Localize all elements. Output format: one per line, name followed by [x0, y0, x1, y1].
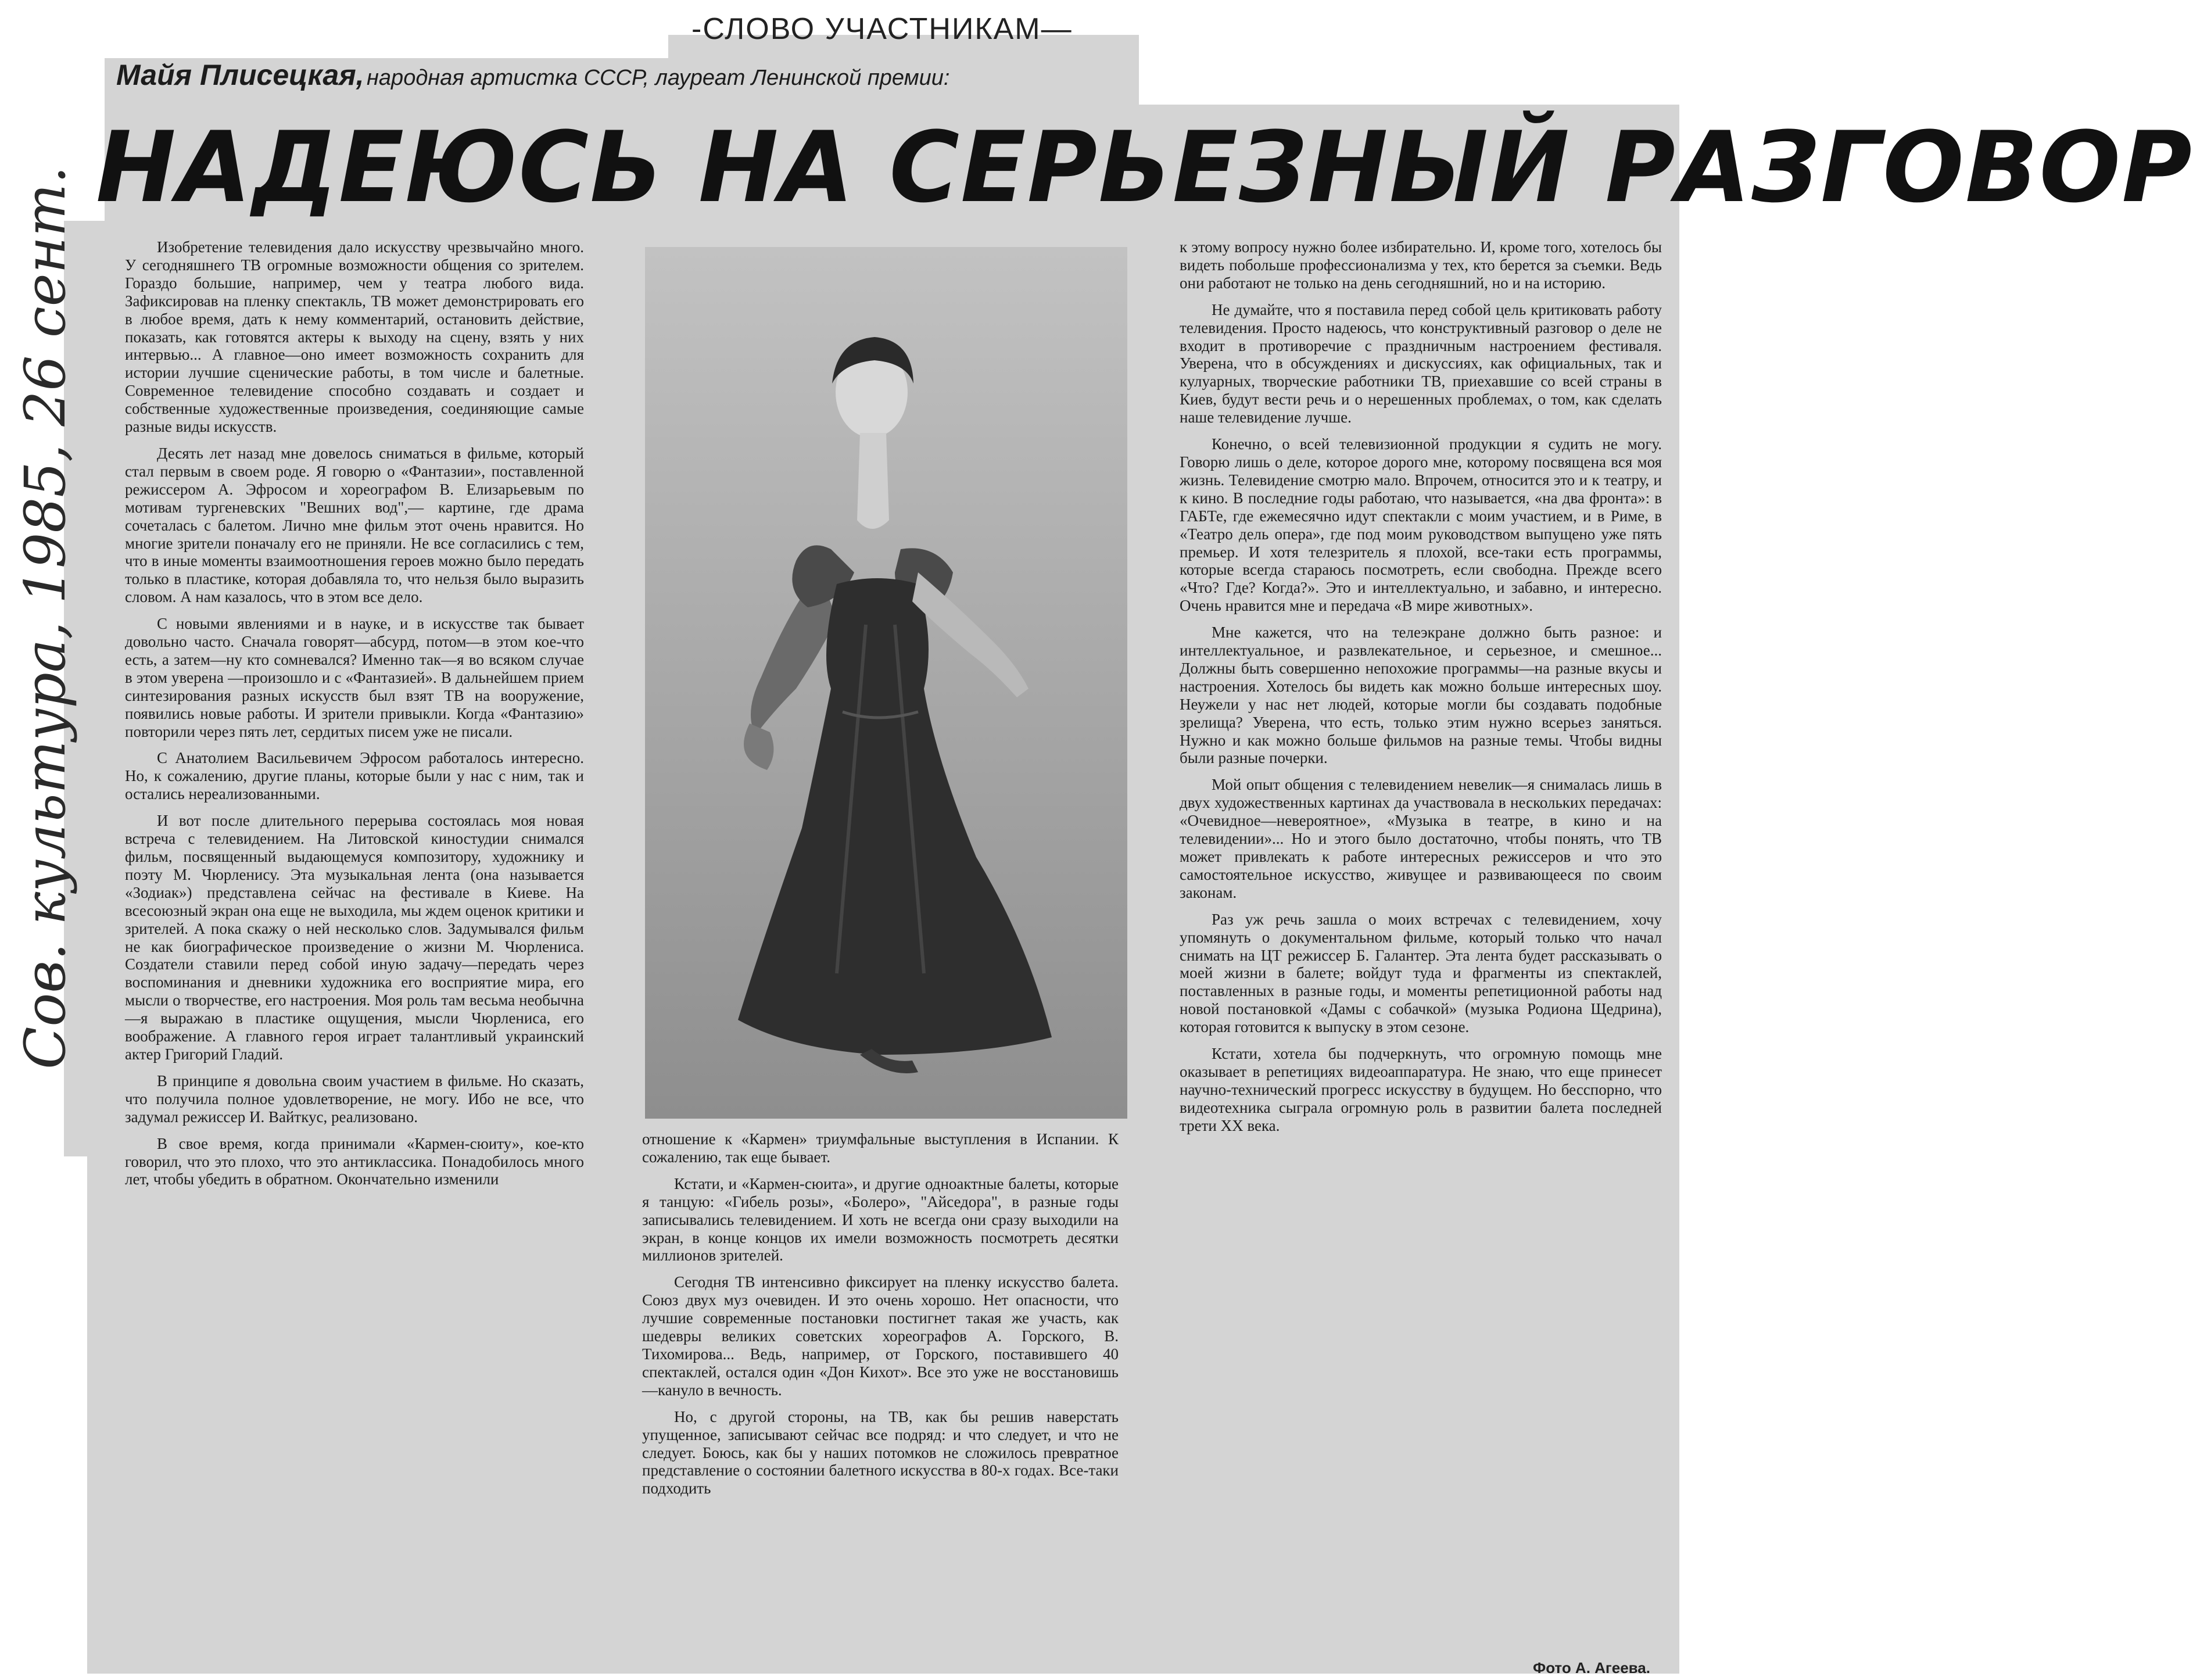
- author-title: народная артистка СССР, лауреат Ленинской премии:: [367, 66, 950, 90]
- paragraph: Не думайте, что я поставила перед собой цель критиковать работу телевидения. Просто надеюсь, что конструктивный разговор о деле не входит в противоречие с праздничным настроением фестиваля. Уверена, что в обсуждениях и дискуссиях, как официальных, так и кулуарных, творческие работники ТВ, приехавшие со всей страны в Киев, будут вести речь и о нерешенных проблемах, о том, как сделать наше телевидение лучше.: [1180, 300, 1662, 427]
- paragraph: Мой опыт общения с телевидением невелик—я снималась лишь в двух художественных картинах да участвовала в нескольких передачах: «Очевидное—невероятное», «Музыка в театре, в кино и на телевидении»... Но и этого было достаточно, чтобы понять, что ТВ может привлекать к работе интересных режиссеров и что это самостоятельное искусство, живущее и развивающееся по своим законам.: [1180, 776, 1662, 901]
- paragraph: Сегодня ТВ интенсивно фиксирует на пленку искусство балета. Союз двух муз очевиден. И это очень хорошо. Нет опасности, что лучшие современные постановки постигнет такая же участь, как шедевры великих советских хореографов А. Горского, В. Тихомирова... Ведь, например, от Горского, поставившего 40 спектаклей, остался один «Дон Кихот». Все это уже не восстановишь—кануло в вечность.: [642, 1273, 1119, 1399]
- paragraph: И вот после длительного перерыва состоялась моя новая встреча с телевидением. На Литовской киностудии снимался фильм, посвященный выдающемуся композитору, художнику и поэту М. Чюрленису. Эта музыкальная лента (она называется «Зодиак») представлена сейчас на фестивале в Киеве. На всесоюзный экран она еще не выходила, мы ждем оценок критики и зрителей. А пока скажу о ней несколько слов. Задумывался фильм не как биографическое произведение о жизни М. Чюрлениса. Создатели ставили перед собой иную задачу—передать через воспоминания и дневники художника его восприятие мира, его мысли о творчестве, его настроения. Моя роль там весьма необычна—я выражаю в пластике ощущения, мысли Чюрлениса, его воображение. А главного героя играет талантливый украинский актер Григорий Гладий.: [125, 812, 584, 1063]
- paragraph: В свое время, когда принимали «Кармен-сюиту», кое-кто говорил, что это плохо, что это антиклассика. Понадобилось много лет, чтобы убедить в обратном. Окончательно изменили: [125, 1134, 584, 1188]
- ballerina-photo: [645, 247, 1127, 1119]
- paragraph: Конечно, о всей телевизионной продукции я судить не могу. Говорю лишь о деле, которое дорого мне, которому посвящена вся моя жизнь. Телевидение смотрю мало. Впрочем, относится это и к театру, и к кино. В последние годы работаю, что называется, «на два фронта»: в ГАБТе, где ежемесячно идут спектакли с моим участием, и в Риме, в «Театро дель опера», где под моим руководством выпущено уже пять премьер. И хотя телезритель я плохой, все-таки есть программы, которые всегда стараюсь посмотреть, если свободна. Прежде всего «Что? Где? Когда?». Это и интеллектуально, и забавно, и интересно. Очень нравится мне и передача «В мире животных».: [1180, 435, 1662, 615]
- paragraph: Мне кажется, что на телеэкране должно быть разное: и интеллектуальное, и развлекательное, и серьезное, и смешное... Должны быть совершенно непохожие программы—на разные вкусы и настроения. Хотелось бы видеть как можно больше интересных шоу. Неужели у нас нет людей, которые могли бы создавать подобные зрелища? Уверена, что есть, только этим нужно всерьез заняться. Нужно и как можно больше фильмов на разные темы. Чтобы видны были разные почерки.: [1180, 624, 1662, 767]
- clipping-cut-edge: [64, 35, 668, 58]
- paragraph: Но, с другой стороны, на ТВ, как бы решив наверстать упущенное, записывают сейчас все подряд: и что следует, и что не следует. Боюсь, как бы у наших потомков не сложилось превратное представление о состоянии балетного искусства в 80-х годах. Все-таки подходить: [642, 1407, 1119, 1498]
- article-column-2: [642, 1130, 1119, 1674]
- author-name: Майя Плисецкая,: [116, 59, 364, 91]
- clipping-cut-edge: [0, 1156, 87, 1679]
- paragraph: Десять лет назад мне довелось сниматься в фильме, который стал первым в своем роде. Я говорю о «Фантазии», поставленной режиссером А. Эфросом и хореографом В. Елизарьевым по мотивам тургеневских "Вешних вод",— картине, где драма сочеталась с балетом. Лично мне фильм этот очень нравится. Но многие зрители поначалу его не приняли. Не все согласились с тем, что в иные моменты взаимоотношения героев можно было передать только в пластике, которая добавляла то, что нельзя было выразить словом. А нам казалось, что в этом все дело.: [125, 444, 584, 606]
- paragraph: Раз уж речь зашла о моих встречах с телевидением, хочу упомянуть о документальном фильме, который только что начал снимать на ЦТ режиссер Б. Галантер. Эта лента будет рассказывать о моей жизни в балете; войдут туда и фрагменты из спектаклей, поставленных в разные годы, и моменты репетиционной работы над новой постановкой «Дамы с собачкой» (музыка Родиона Щедрина), которая готовится к выпуску в этом сезоне.: [1180, 910, 1662, 1036]
- paragraph: С новыми явлениями и в науке, и в искусстве так бывает довольно часто. Сначала говорят—абсурд, потом—в этом кое-что есть, а затем—ну кто сомневался? Именно так—я во всяком случае в этом уверена —произошло и с «Фантазией». В дальнейшем прием синтезирования разных искусств был взят ТВ на вооружение, появились новые работы. И зрители привыкли. Когда «Фантазию» повторили через пять лет, сердитых писем уже не писали.: [125, 615, 584, 740]
- paragraph: Кстати, хотела бы подчеркнуть, что огромную помощь мне оказывает в репетициях видеоаппаратура. Не знаю, что еще принесет научно-технический прогресс искусству в будущем. Но бесспорно, что видеотехника сыграла огромную роль в развитии балета последней трети XX века.: [1180, 1045, 1662, 1134]
- handwritten-source-note: Сов. культура, 1985, 26 сент.: [13, 166, 78, 1069]
- article-column-3: [1180, 238, 1662, 1633]
- ballerina-figure: [645, 247, 1127, 1119]
- paragraph: С Анатолием Васильевичем Эфросом работалось интересно. Но, к сожалению, другие планы, которые были у нас с ним, так и остались нереализованными.: [125, 749, 584, 803]
- paragraph: Изобретение телевидения дало искусству чрезвычайно много. У сегодняшнего ТВ огромные возможности общения со зрителем. Гораздо большие, например, чем у театра любого вида. Зафиксировав на пленку спектакль, ТВ может демонстрировать его в любое время, дать к нему комментарий, остановить действие, показать, как готовятся актеры к выходу на сцену, взять у них интервью... А главное—оно имеет возможность сохранить для истории лучшие сценические работы, в том числе и балетные. Современное телевидение способно создавать и создает и собственные художественные произведения, соединяющие самые разные виды искусств.: [125, 238, 584, 436]
- article-column-1: [125, 238, 584, 1674]
- paragraph: Кстати, и «Кармен-сюита», и другие одноактные балеты, которые я танцую: «Гибель розы», «Болеро», "Айседора", в разные годы записывались телевидением. И хоть не всегда они сразу выходили на экран, в конце концов их имели возможность посмотреть десятки миллионов зрителей.: [642, 1174, 1119, 1265]
- article-headline: НАДЕЮСЬ НА СЕРЬЕЗНЫЙ РАЗГОВОР: [96, 110, 2193, 224]
- paragraph: В принципе я довольна своим участием в фильме. Но сказать, что получила полное удовлетворение, не могу. Ибо не все, что задумал режиссер И. Вайткус, реализовано.: [125, 1072, 584, 1126]
- paragraph: к этому вопросу нужно более избирательно. И, кроме того, хотелось бы видеть побольше профессионализма у тех, кто берется за съемки. Ведь они работают не только на день сегодняшний, но и на историю.: [1180, 238, 1662, 292]
- author-byline: [116, 58, 1104, 99]
- photo-credit: Фото А. Агеева.: [1533, 1659, 1650, 1677]
- paragraph: отношение к «Кармен» триумфальные выступления в Испании. К сожалению, так еще бывает.: [642, 1130, 1119, 1166]
- section-rubric: -СЛОВО УЧАСТНИКАМ—: [691, 12, 1073, 46]
- clipping-cut-edge: [1139, 35, 1685, 105]
